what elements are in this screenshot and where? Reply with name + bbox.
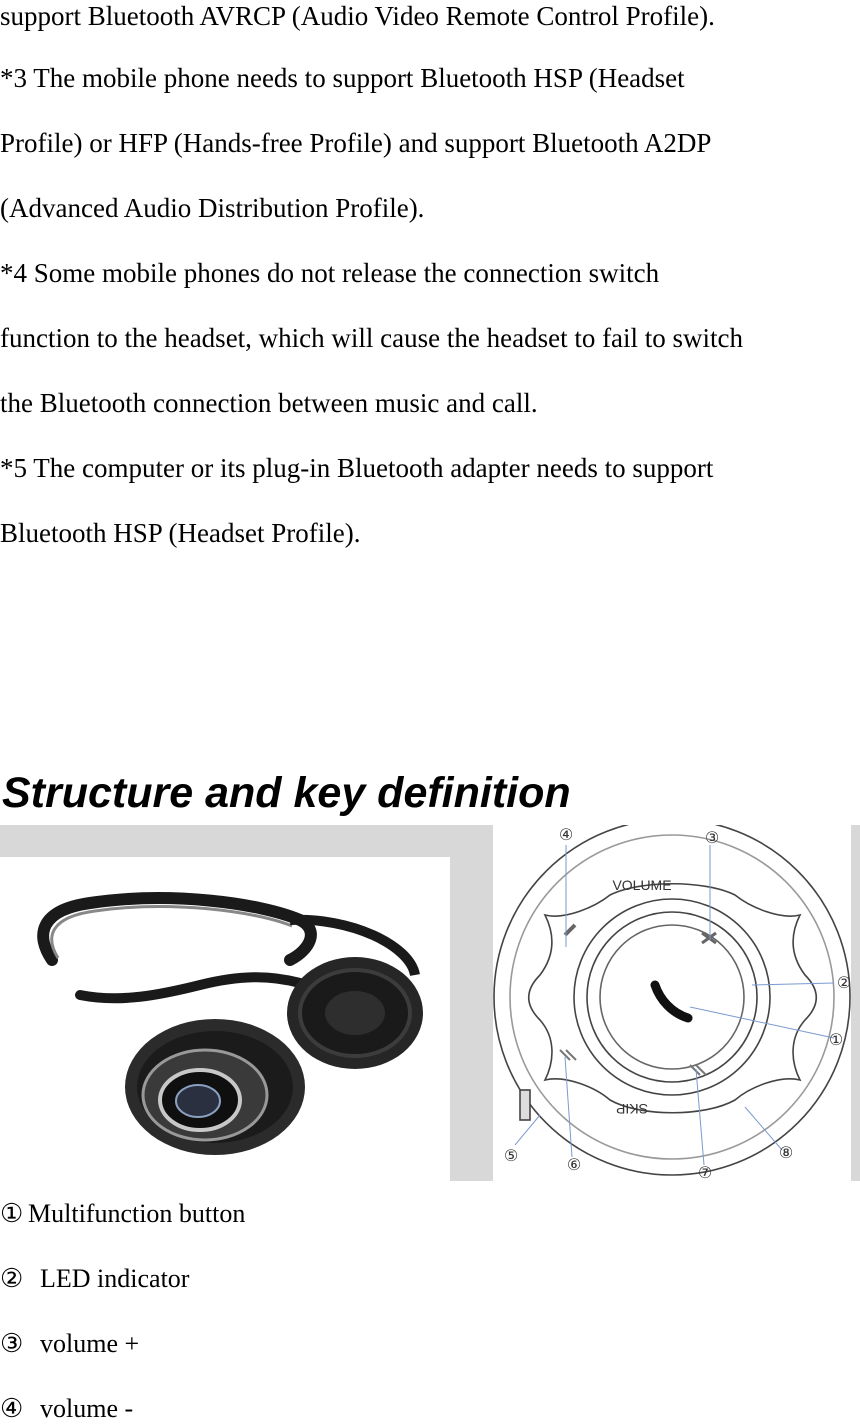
text-line-9: Bluetooth HSP (Headset Profile).	[0, 518, 361, 548]
text-line-2: *3 The mobile phone needs to support Bluetooth HSP (Headset	[0, 63, 685, 93]
legend-number: ④	[0, 1394, 24, 1423]
legend-text: volume +	[40, 1329, 140, 1358]
text-line-4: (Advanced Audio Distribution Profile).	[0, 193, 425, 223]
text-line-1: support Bluetooth AVRCP (Audio Video Remote Control Profile).	[0, 1, 715, 31]
text-line-7: the Bluetooth connection between music and call.	[0, 388, 538, 418]
structure-figure	[0, 825, 860, 1181]
legend-text: Multifunction button	[28, 1199, 246, 1228]
text-line-6: function to the headset, which will cause the headset to fail to switch	[0, 323, 744, 353]
legend-item-3	[0, 1327, 139, 1361]
legend-item-2	[0, 1262, 189, 1296]
callout-4: ④	[558, 825, 574, 844]
legend-item-4	[0, 1392, 133, 1426]
callout-3: ③	[704, 828, 720, 847]
skip-label: SKIP	[616, 1101, 648, 1117]
legend-text: volume -	[40, 1394, 134, 1423]
callout-2: ②	[836, 973, 852, 992]
callout-7: ⑦	[697, 1163, 713, 1181]
callout-6: ⑥	[566, 1155, 582, 1174]
text-line-5: *4 Some mobile phones do not release the connection switch	[0, 258, 660, 288]
legend-item-1	[0, 1197, 245, 1231]
section-heading: Structure and key definition	[2, 769, 571, 817]
volume-label: VOLUME	[612, 877, 672, 893]
callout-5: ⑤	[503, 1146, 519, 1165]
legend-text: LED indicator	[40, 1264, 190, 1293]
callout-1: ①	[828, 1030, 844, 1049]
callout-8: ⑧	[778, 1143, 794, 1162]
legend-number: ③	[0, 1329, 24, 1358]
text-line-3: Profile) or HFP (Hands-free Profile) and support Bluetooth A2DP	[0, 128, 712, 158]
text-line-8: *5 The computer or its plug-in Bluetooth adapter needs to support	[0, 453, 714, 483]
legend-number: ②	[0, 1264, 24, 1293]
legend-number: ①	[0, 1199, 24, 1228]
